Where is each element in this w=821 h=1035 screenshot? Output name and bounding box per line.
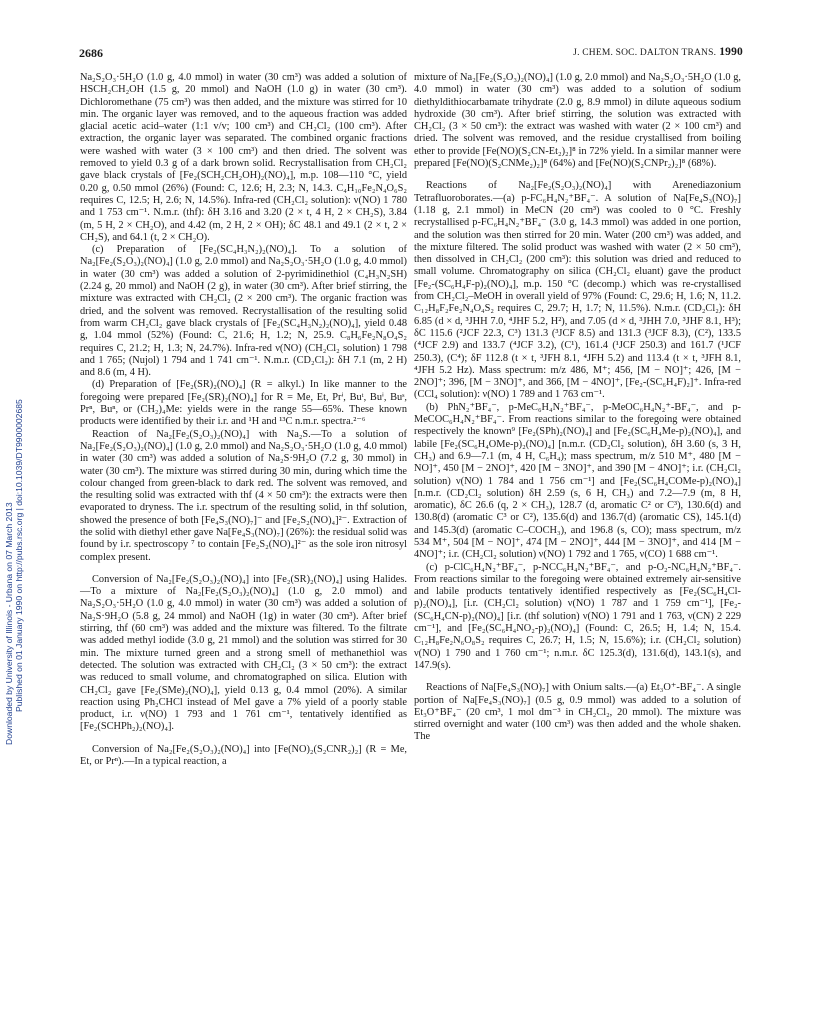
page-header — [79, 46, 743, 62]
download-note[interactable]: Downloaded by University of Illinois - Urbana on 07 March 2013 — [4, 502, 14, 745]
paragraph: Reaction of Na₂[Fe₂(S₂O₃)₂(NO)₄] with Na₂S.—To a solution of Na₂[Fe₂(S₂O₃)₂(NO)₄] (1.0 g, 2.0 mmol) and Na₂S₂O₃·5H₂O (1.0 g, 4.0 mmol) in water (30 cm³) was added a solution of Na₂S·9H₂O (7.2 g, 30 mmol) in water (30 cm³). The mixture was stirred during 30 min, during which time the colour changed from green-black to dark red. The solvent was removed, and the resulting solid was extracted with thf (4 × 50 cm³): the extracts were then evaporated to dryness. The i.r. spectrum of the resulting solid, in thf solution, showed the presence of both [Fe₄S₃(NO)₇]⁻ and [Fe₂S₂(NO)₄]²⁻. Extraction of the solid with diethyl ether gave Na[Fe₄S₃(NO)₇] (26%): the residual solid was found by i.r. spectroscopy ⁷ to contain [Fe₂S₂(NO)₄]²⁻ as the sole iron nitrosyl complex present. — [80, 428, 407, 563]
paragraph: (d) Preparation of [Fe₂(SR)₂(NO)₄] (R = alkyl.) In like manner to the foregoing were prepared [Fe₂(SR)₂(NO)₄] for R = Me, Et, Prⁱ, Buᵗ, Buⁱ, Buˢ, Prⁿ, Buⁿ, or (CH₂)₄Me: yields were in the range 55—65%. These known products were identified by their i.r. and ¹H and ¹³C n.m.r. spectra.²⁻⁶ — [80, 379, 407, 428]
download-watermark — [0, 0, 24, 1035]
paragraph: Reactions of Na₂[Fe₂(S₂O₃)₂(NO)₄] with Arenediazonium Tetrafluoroborates.—(a) p-FC₆H₄N₂⁺BF₄⁻. A solution of Na[Fe₄S₃(NO)₇] (1.18 g, 2.1 mmol) in MeCN (20 cm³) was cooled to 0 °C. Freshly recrystallised p-FC₆H₄N₂⁺BF₄⁻ (3.0 g, 14.3 mmol) was added in one portion, and the solution was then stirred for 20 min. Water (200 cm³) was added, and the mixture filtered. The solid product was washed with water (2 × 50 cm³), then dissolved in CH₂Cl₂ (200 cm³): this solution was dried and reduced to small volume. Chromatography on silica (CH₂Cl₂ eluant) gave the product [Fe₂-(SC₆H₄F-p)₂(NO)₄], m.p. 150 °C (decomp.) which was re-crystallised from CH₂Cl₂–MeOH in overall yield of 97% (Found: C, 29.6; H, 1.6; N, 11.2. C₁₂H₈F₂Fe₂N₄O₄S₂ requires C, 29.7; H, 1.7; N, 11.5%). N.m.r. (CD₂Cl₂): δH 6.85 (d × d, ³JHH 7.0, ⁴JHF 5.2, H²), and 7.05 (d × d, ³JHH 7.0, ³JHF 8.1, H³); δC 115.6 (²JCF 22.3, C³) 131.3 (³JCF 8.5) and 131.3 (³JCF 8.3), (C²), 133.5 (⁴JCF 2.9) and 133.7 (⁴JCF 3.2), (C¹), 161.4 (¹JCF 250.3) and 161.7 (¹JCF 250.3), (C⁴); δF 112.8 (t × t, ³JFH 8.1, ⁴JFH 5.2) and 113.4 (t × t, ³JFH 8.1, ⁴JFH 5.2 Hz). Mass spectrum: m/z 486, M⁺; 456, [M − NO]⁺; 426, [M − 2NO]⁺; 396, [M − 3NO]⁺, and 366, [M − 4NO]⁺, [Fe₂-(SC₆H₄F)₂]⁺. Infra-red (CCl₄ solution): ν(NO) 1 789 and 1 763 cm⁻¹. — [414, 180, 741, 401]
paragraph: (c) p-ClC₆H₄N₂⁺BF₄⁻, p-NCC₆H₄N₂⁺BF₄⁻, and p-O₂-NC₆H₄N₂⁺BF₄⁻. From reactions similar to the foregoing were obtained extremely air-sensitive and labile products tentatively identified respectively as [Fe₂(SC₆H₄Cl-p)₂(NO)₄], [i.r. (CH₂Cl₂ solution) ν(NO) 1 787 and 1 759 cm⁻¹], [Fe₂-(SC₆H₄CN-p)₂(NO)₄] [i.r. (thf solution) ν(NO) 1 791 and 1 763, ν(CN) 2 229 cm⁻¹], and [Fe₂(SC₆H₄NO₂-p)₂(NO)₄] (Found: C, 26.5; H, 1.4; N, 15.4. C₁₂H₈Fe₂N₆O₈S₂ requires C, 26.7; H, 1.5; N, 15.6%); i.r. (CH₂Cl₂ solution) ν(NO) 1 790 and 1 760 cm⁻¹; n.m.r. δC 125.3(d), 131.6(d), 143.1(s), and 147.9(s). — [414, 561, 741, 671]
paragraph: Conversion of Na₂[Fe₂(S₂O₃)₂(NO)₄] into [Fe(NO)₂(S₂CNR₂)₂] (R = Me, Et, or Prⁿ).—In a typical reaction, a — [80, 743, 407, 768]
paragraph: Reactions of Na[Fe₄S₃(NO)₇] with Onium salts.—(a) Et₃O⁺-BF₄⁻. A single portion of Na[Fe₄S₃(NO)₇] (0.5 g, 0.9 mmol) was added to a solution of Et₃O⁺BF₄⁻ (20 cm³, 1 mol dm⁻³ in CH₂Cl₂, 20 mmol). The mixture was stirred overnight and water (100 cm³) was then added and the whole shaken. The — [414, 682, 741, 743]
paragraph: (c) Preparation of [Fe₂(SC₄H₃N₂)₂(NO)₄]. To a solution of Na₂[Fe₂(S₂O₃)₂(NO)₄] (1.0 g, 2.0 mmol) and Na₂S₂O₃·5H₂O (1.0 g, 4.0 mmol) in water (30 cm³) was added a solution of 2-pyrimidinethiol (C₄H₃N₂SH) (2.24 g, 20 mmol) and NaOH (2 g), in water (30 cm³). After brief stirring, the mixture was extracted with CH₂Cl₂ (2 × 200 cm³). The organic fraction was dried, and the solvent was removed. Recrystallisation of the resulting solid from warm CH₂Cl₂ gave black crystals of [Fe₂(SC₄H₃N₂)₂(NO)₄], yield 0.48 g, 1.04 mmol (52%) (Found: C, 21.6; H, 1.2; N, 25.9. C₈H₆Fe₂N₈O₄S₂ requires C, 21.2; H, 1.3; N, 24.7%). Infra-red ν(NO) (CH₂Cl₂ solution) 1 798 and 1 765; (Nujol) 1 794 and 1 741 cm⁻¹. N.m.r. (CD₂Cl₂): δH 7.1 (m, 2 H) and 8.6 (m, 4 H). — [80, 244, 407, 379]
published-note[interactable]: Published on 01 January 1990 on http://pubs.rsc.org | doi:10.1039/DT9900002685 — [14, 399, 24, 712]
paragraph: Na₂S₂O₃·5H₂O (1.0 g, 4.0 mmol) in water (30 cm³) was added a solution of HSCH₂CH₂OH (1.5 g, 20 mmol) and NaOH (1.0 g) in water (30 cm³). Dichloromethane (75 cm³) was then added, and the mixture was stirred for 10 min. The organic layer was removed, and to the aqueous fraction was added glacial acetic acid–water (1:1 v/v; 100 cm³) and CH₂Cl₂ (100 cm³). After extraction, the organic layer was separated. The combined organic fractions were washed with water (3 × 100 cm³) and then dried. The solvent was removed to yield 0.3 g of a dark brown solid. Recrystallisation from CH₂Cl₂ gave black crystals of [Fe₂(SCH₂CH₂OH)₂(NO)₄], m.p. 108—110 °C, yield 0.20 g, 0.50 mmol (26%) (Found: C, 12.6; H, 2.3; N, 14.3. C₄H₁₀Fe₂N₄O₆S₂ requires C, 12.5; H, 2.6; N, 14.5%). Infra-red (CH₂Cl₂ solution): ν(NO) 1 780 and 1 753 cm⁻¹. N.m.r. (thf): δH 3.16 and 3.20 (2 × t, 4 H, 2 × CH₂S), 3.84 (m, 5 H, 2 × CH₂O), and 4.42 (m, 2 H, 2 × OH); δC 48.1 and 49.1 (2 × t, 2 × CH₂S), and 64.1 (t, 2 × CH₂O). — [80, 72, 407, 243]
paragraph: Conversion of Na₂[Fe₂(S₂O₃)₂(NO)₄] into [Fe₂(SR)₂(NO)₄] using Halides.—To a mixture of Na₂[Fe₂(S₂O₃)₂(NO)₄] (1.0 g, 2.0 mmol) and Na₂S₂O₃·5H₂O (1.0 g, 4.0 mmol) in water (30 cm³) was added a solution of Na₂S·9H₂O (5.8 g, 24 mmol) and NaOH (1g) in water (30 cm³). After brief stirring, thf (60 cm³) was added and the mixture was filtered. To the filtrate was added methyl iodide (3.0 g, 21 mmol) and the solution was stirred for 30 min. The mixture turned green and a strong smell of methanethiol was detected. The solution was extracted with CH₂Cl₂ (3 × 50 cm³): the extract was reduced to small volume, and chromatographed on silica. Elution with CH₂Cl₂ gave [Fe₂(SMe)₂(NO)₄], yield 0.13 g, 0.4 mmol (20%). A similar reaction using Ph₂CHCl instead of MeI gave a 7% yield of a poorly stable product, i.r. ν(NO) 1 793 and 1 761 cm⁻¹, tentatively identified as [Fe₂(SCHPh₂)₂(NO)₄]. — [80, 573, 407, 733]
right-column — [414, 72, 741, 744]
page-number: 2686 — [79, 46, 103, 60]
journal-year: 1990 — [719, 46, 743, 58]
paragraph: mixture of Na₂[Fe₂(S₂O₃)₂(NO)₄] (1.0 g, 2.0 mmol) and Na₂S₂O₃·5H₂O (1.0 g, 4.0 mmol) in water (30 cm³) was added to a solution of sodium diethyldithiocarbamate trihydrate (2.0 g, 8.9 mmol) in dilute aqueous sodium hydroxide (30 cm³). After brief stirring, the solution was extracted with CH₂Cl₂ (3 × 50 cm³): the extract was washed with water (2 × 100 cm³) and dried. The solvent was removed, and the residue crystallised from boiling ether to provide [Fe(NO)(S₂CN-Et₂)₂]⁸ in 72% yield. In a similar manner were prepared [Fe(NO)(S₂CNMe₂)₂]⁸ (64%) and [Fe(NO)(S₂CNPr₂)₂]⁸ (68%). — [414, 72, 741, 170]
left-column — [80, 72, 407, 768]
paragraph: (b) PhN₂⁺BF₄⁻, p-MeC₆H₄N₂⁺BF₄⁻, p-MeOC₆H₄N₂⁺-BF₄⁻, and p-MeCOC₆H₄N₂⁺BF₄⁻. From reactions similar to the foregoing were obtained respectively the known⁹ [Fe₂(SPh)₂(NO)₄] and [Fe₂(SC₆H₄Me-p)₂(NO)₄], and labile [Fe₂(SC₆H₄OMe-p)₂(NO)₄] [n.m.r. (CD₂Cl₂ solution), δH 3.60 (s, 3 H, CH₃) and 6.9—7.1 (m, 4 H, C₆H₄); mass spectrum, m/z 510 M⁺, 480 [M − NO]⁺, 450 [M − 2NO]⁺, 420 [M − 3NO]⁺, and 390 [M − 4NO]⁺; i.r. (CH₂Cl₂ solution) ν(NO) 1 784 and 1 756 cm⁻¹] and [Fe₂(SC₆H₄COMe-p)₂(NO)₄] [n.m.r. (CD₂Cl₂ solution) δH 2.59 (s, 6 H, CH₃) and 7.2—7.9 (m, 8 H, aromatic), δC 26.6 (q, 2 × CH₃), 128.7 (d, aromatic C² or C³), 130.6(d) and 130.8(d) (aromatic C³ or C²), 135.6(d) and 136.7(d) (aromatic CS), 145.1(d) and 145.3(d) (aromatic C–COCH₃), and 196.8 (s, CO); mass spectrum, m/z 534 M⁺, 504 [M − NO]⁺, 474 [M − 2NO]⁺, 444 [M − 3NO]⁺, and 414 [M − 4NO]⁺; i.r. (CH₂Cl₂ solution) ν(NO) 1 792 and 1 765, ν(CO) 1 688 cm⁻¹. — [414, 401, 741, 561]
journal-name: J. CHEM. SOC. DALTON TRANS. — [573, 48, 717, 58]
journal-title — [573, 46, 743, 58]
